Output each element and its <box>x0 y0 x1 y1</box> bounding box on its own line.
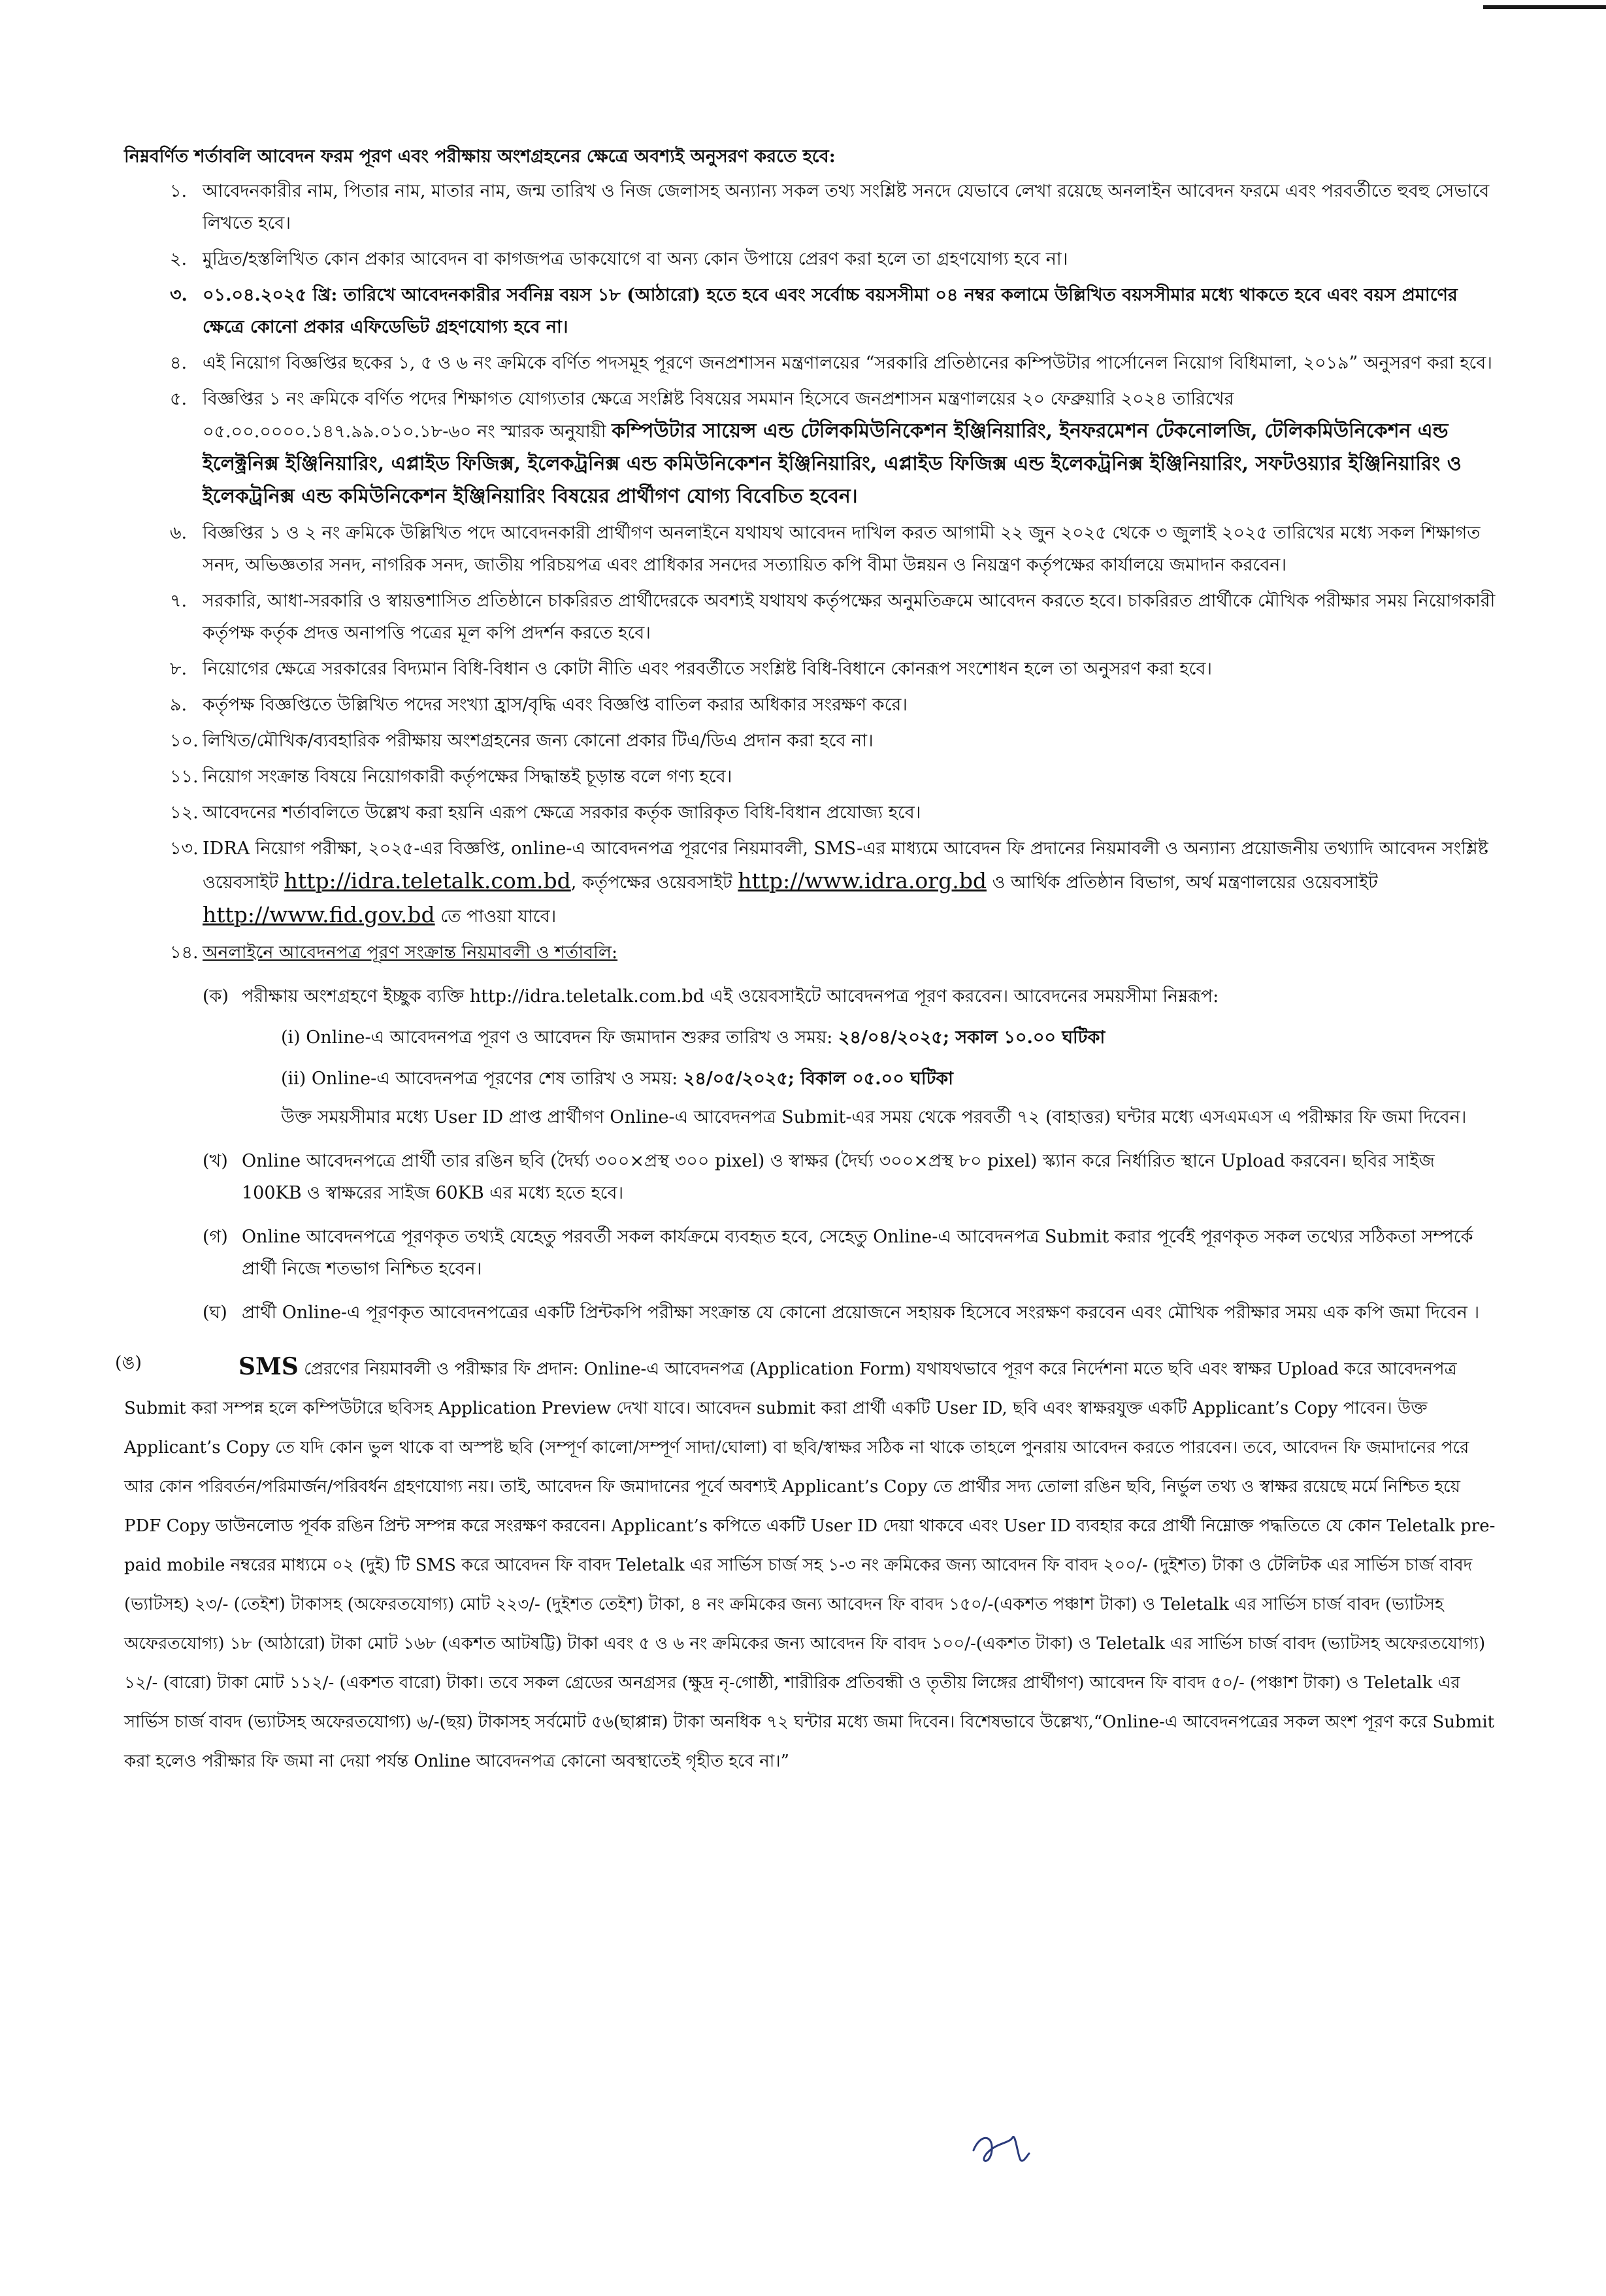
item-number: ১১. <box>170 767 199 787</box>
item-text: লিখিত/মৌখিক/ব্যবহারিক পরীক্ষায় অংশগ্রহনের জন্য কোনো প্রকার টিএ/ডিএ প্রদান করা হবে না। <box>203 731 874 751</box>
online-rules-section <box>203 980 1496 1329</box>
condition-item-14 <box>124 937 1496 969</box>
item-text-bold: কম্পিউটার সায়েন্স এন্ড টেলিকমিউনিকেশন ইঞ্জিনিয়ারিং, ইনফরমেশন টেকনোলজি, টেলিকমিউনিকেশন এন্ড ইলেক্ট্রনিক্স ইঞ্জিনিয়ারিং, এপ্লাইড ফিজিক্স, ইলেকট্রনিক্স এন্ড কমিউনিকেশন ইঞ্জিনিয়ারিং, এপ্লাইড ফিজিক্স এন্ড ইলেকট্রনিক্স ইঞ্জিনিয়ারিং, সফটওয়্যার ইঞ্জিনিয়ারিং ও ইলেকট্রনিক্স এন্ড কমিউনিকেশন ইঞ্জিনিয়ারিং বিষয়ের প্রার্থীগণ যোগ্য বিবেচিত হবেন। <box>203 420 1462 508</box>
rule-letter: (ক) <box>203 986 229 1007</box>
teletalk-link[interactable]: http://idra.teletalk.com.bd <box>284 868 571 893</box>
start-date-line <box>281 1022 1496 1054</box>
item-text: এই নিয়োগ বিজ্ঞপ্তির ছকের ১, ৫ ও ৬ নং ক্রমিকে বর্ণিত পদসমূহ পূরণে জনপ্রশাসন মন্ত্রণালয়ের “সরকারি প্রতিষ্ঠানের কম্পিউটার পার্সোনেল নিয়োগ বিধিমালা, ২০১৯” অনুসরণ করা হবে। <box>203 353 1492 373</box>
fid-link[interactable]: http://www.fid.gov.bd <box>203 902 435 927</box>
item-text: নিয়োগের ক্ষেত্রে সরকারের বিদ্যমান বিধি-বিধান ও কোটা নীতি এবং পরবর্তীতে সংশ্লিষ্ট বিধি-বিধানে কোনরূপ সংশোধন হলে তা অনুসরণ করা হবে। <box>203 659 1213 679</box>
item-text: , কর্তৃপক্ষের ওয়েবসাইট <box>570 873 738 893</box>
condition-item-2 <box>124 243 1496 275</box>
item-number: ১৪. <box>170 942 199 963</box>
condition-item-10 <box>124 725 1496 757</box>
end-date-line <box>281 1063 1496 1095</box>
top-edge-line <box>1483 5 1606 9</box>
document-page <box>115 141 1496 1781</box>
item-number: ১৩. <box>170 839 199 859</box>
rule-letter: (খ) <box>203 1151 228 1171</box>
condition-item-9 <box>124 689 1496 721</box>
fee-deadline-note: উক্ত সময়সীমার মধ্যে User ID প্রাপ্ত প্রার্থীগণ Online-এ আবেদনপত্র Submit-এর সময় থেকে পরবর্তী ৭২ (বাহাত্তর) ঘন্টার মধ্যে এসএমএস এ পরীক্ষার ফি জমা দিবেন। <box>281 1107 1467 1127</box>
rule-uo <box>115 1347 1496 1781</box>
item-text: মুদ্রিত/হস্তলিখিত কোন প্রকার আবেদন বা কাগজপত্র ডাকযোগে বা অন্য কোন উপায়ে প্রেরণ করা হলে তা গ্রহণযোগ্য হবে না। <box>203 249 1068 269</box>
condition-item-12 <box>124 797 1496 829</box>
item-number: ১২. <box>170 803 199 823</box>
sms-title: SMS <box>238 1353 299 1380</box>
item-text: IDRA নিয়োগ পরীক্ষা, ২০২৫-এর বিজ্ঞপ্তি, online-এ আবেদনপত্র পূরণের নিয়মাবলী, SMS-এর মাধ্যমে আবেদন ফি প্রদানের নিয়মাবলী ও অন্যান্য প্রয়োজনীয় তথ্যাদি আবেদন সংশ্লিষ্ট ওয়েবসাইট <box>203 839 1488 893</box>
rule-ka <box>203 980 1496 1133</box>
rule-letter: (ঙ) <box>115 1353 142 1373</box>
item-text: নিয়োগ সংক্রান্ত বিষয়ে নিয়োগকারী কর্তৃপক্ষের সিদ্ধান্তই চূড়ান্ত বলে গণ্য হবে। <box>203 767 732 787</box>
condition-item-4 <box>124 347 1496 379</box>
conditions-heading: নিম্নবর্ণিত শর্তাবলি আবেদন ফরম পূরণ এবং পরীক্ষায় অংশগ্রহনের ক্ষেত্রে অবশ্যই অনুসরণ করতে হবে: <box>124 146 836 167</box>
end-date-value: ২৪/০৫/২০২৫; বিকাল ০৫.০০ ঘটিকা <box>683 1069 954 1089</box>
rule-ga <box>203 1221 1496 1285</box>
rule-letter: (গ) <box>203 1227 228 1247</box>
rule-text: Online আবেদনপত্রে পূরণকৃত তথ্যই যেহেতু পরবর্তী সকল কার্যক্রমে ব্যবহৃত হবে, সেহেতু Online-এ আবেদনপত্র Submit করার পূর্বেই পূরণকৃত সকল তথ্যের সঠিকতা সম্পর্কে প্রার্থী নিজে শতভাগ নিশ্চিত হবেন। <box>242 1227 1473 1279</box>
rule-letter: (ঘ) <box>203 1303 227 1323</box>
condition-item-6 <box>124 517 1496 581</box>
condition-item-7 <box>124 585 1496 649</box>
item-number: ৪. <box>170 353 188 373</box>
item-text: কর্তৃপক্ষ বিজ্ঞপ্তিতে উল্লিখিত পদের সংখ্যা হ্রাস/বৃদ্ধি এবং বিজ্ঞপ্তি বাতিল করার অধিকার সংরক্ষণ করে। <box>203 695 908 715</box>
item-text: ০১.০৪.২০২৫ খ্রি: তারিখে আবেদনকারীর সর্বনিম্ন বয়স ১৮ (আঠারো) হতে হবে এবং সর্বোচ্চ বয়সসীমা ০৪ নম্বর কলামে উল্লিখিত বয়সসীমার মধ্যে থাকতে হবে এবং বয়স প্রমাণের ক্ষেত্রে কোনো প্রকার এফিডেভিট গ্রহণযোগ্য হবে না। <box>203 285 1458 337</box>
item-text: ও আর্থিক প্রতিষ্ঠান বিভাগ, অর্থ মন্ত্রণালয়ের ওয়েবসাইট <box>986 873 1378 893</box>
start-date-value: ২৪/০৪/২০২৫; সকাল ১০.০০ ঘটিকা <box>838 1027 1106 1048</box>
rule-text: প্রার্থী Online-এ পূরণকৃত আবেদনপত্রের একটি প্রিন্টকপি পরীক্ষা সংক্রান্ত যে কোনো প্রয়োজনে সহায়ক হিসেবে সংরক্ষণ করবেন এবং মৌখিক পরীক্ষার সময় এক কপি জমা দিবেন । <box>242 1303 1480 1323</box>
item-text: আবেদনের শর্তাবলিতে উল্লেখ করা হয়নি এরূপ ক্ষেত্রে সরকার কর্তৃক জারিকৃত বিধি-বিধান প্রযোজ্য হবে। <box>203 803 921 823</box>
item-number: ৭. <box>170 591 188 611</box>
sms-body: প্রেরণের নিয়মাবলী ও পরীক্ষার ফি প্রদান: Online-এ আবেদনপত্র (Application Form) যথাযথভাবে পূরণ করে নির্দেশনা মতে ছবি এবং স্বাক্ষর Upload করে আবেদনপত্র Submit করা সম্পন্ন হলে কম্পিউটারে ছবিসহ Application Preview দেখা যাবে। আবেদন submit করা প্রার্থী একটি User ID, ছবি এবং স্বাক্ষরযুক্ত একটি Applicant’s Copy পাবেন। উক্ত Applicant’s Copy তে যদি কোন ভুল থাকে বা অস্পষ্ট ছবি (সম্পূর্ণ কালো/সম্পূর্ণ সাদা/ঘোলা) বা ছবি/স্বাক্ষর সঠিক না থাকে তাহলে পুনরায় আবেদন করতে পারবেন। তবে, আবেদন ফি জমাদানের পরে আর কোন পরিবর্তন/পরিমার্জন/পরিবর্ধন গ্রহণযোগ্য নয়। তাই, আবেদন ফি জমাদানের পূর্বে অবশ্যই Applicant’s Copy তে প্রার্থীর সদ্য তোলা রঙিন ছবি, নির্ভুল তথ্য ও স্বাক্ষর রয়েছে মর্মে নিশ্চিত হয়ে PDF Copy ডাউনলোড পূর্বক রঙিন প্রিন্ট সম্পন্ন করে সংরক্ষণ করবেন। Applicant’s কপিতে একটি User ID দেয়া থাকবে এবং User ID ব্যবহার করে প্রার্থী নিম্নোক্ত পদ্ধতিতে যে কোন Teletalk pre-paid mobile নম্বরের মাধ্যমে ০২ (দুই) টি SMS করে আবেদন ফি বাবদ Teletalk এর সার্ভিস চার্জ সহ ১-৩ নং ক্রমিকের জন্য আবেদন ফি বাবদ ২০০/- (দুইশত) টাকা ও টেলিটক এর সার্ভিস চার্জ বাবদ (ভ্যাটসহ) ২৩/- (তেইশ) টাকাসহ (অফেরতযোগ্য) মোট ২২৩/- (দুইশত তেইশ) টাকা, ৪ নং ক্রমিকের জন্য আবেদন ফি বাবদ ১৫০/-(একশত পঞ্চাশ টাকা) ও Teletalk এর সার্ভিস চার্জ বাবদ (ভ্যাটসহ অফেরতযোগ্য) ১৮ (আঠারো) টাকা মোট ১৬৮ (একশত আটষট্টি) টাকা এবং ৫ ও ৬ নং ক্রমিকের জন্য আবেদন ফি বাবদ ১০০/-(একশত টাকা) ও Teletalk এর সার্ভিস চার্জ বাবদ (ভ্যাটসহ অফেরতযোগ্য) ১২/- (বারো) টাকা মোট ১১২/- (একশত বারো) টাকা। তবে সকল গ্রেডের অনগ্রসর (ক্ষুদ্র নৃ-গোষ্ঠী, শারীরিক প্রতিবন্ধী ও তৃতীয় লিঙ্গের প্রার্থীগণ) আবেদন ফি বাবদ ৫০/- (পঞ্চাশ টাকা) ও Teletalk এর সার্ভিস চার্জ বাবদ (ভ্যাটসহ অফেরতযোগ্য) ৬/-(ছয়) টাকাসহ সর্বমোট ৫৬(ছাপ্পান্ন) টাকা অনধিক ৭২ ঘন্টার মধ্যে জমা দিবেন। বিশেষভাবে উল্লেখ্য,“Online-এ আবেদনপত্রের সকল অংশ পূরণ করে Submit করা হলেও পরীক্ষার ফি জমা না দেয়া পর্যন্ত Online আবেদনপত্র কোনো অবস্থাতেই গৃহীত হবে না।” <box>124 1359 1496 1771</box>
rule-text: Online আবেদনপত্রে প্রার্থী তার রঙিন ছবি (দৈর্ঘ্য ৩০০×প্রস্থ ৩০০ pixel) ও স্বাক্ষর (দৈর্ঘ্য ৩০০×প্রস্থ ৮০ pixel) স্ক্যান করে নির্ধারিত স্থানে Upload করবেন। ছবির সাইজ 100KB ও স্বাক্ষরের সাইজ 60KB এর মধ্যে হতে হবে। <box>242 1151 1435 1203</box>
item-number: ১০. <box>170 731 199 751</box>
item-number: ৮. <box>170 659 188 679</box>
item-number: ৩. <box>170 285 188 305</box>
item-number: ২. <box>170 249 188 269</box>
end-date-label: (ii) Online-এ আবেদনপত্র পূরণের শেষ তারিখ ও সময়: <box>281 1069 683 1089</box>
item-number: ১. <box>170 181 188 201</box>
condition-item-5 <box>124 383 1496 513</box>
condition-item-3 <box>124 279 1496 343</box>
item-text: বিজ্ঞপ্তির ১ নং ক্রমিকে বর্ণিত পদের শিক্ষাগত যোগ্যতার ক্ষেত্রে সংশ্লিষ্ট বিষয়ের সমমান হিসেবে জনপ্রশাসন মন্ত্রণালয়ের ২০ ফেব্রুয়ারি ২০২৪ তারিখের ০৫.০০.০০০০.১৪৭.৯৯.০১০.১৮-৬০ নং স্মারক অনুযায়ী <box>203 389 1234 442</box>
item-number: ৬. <box>170 523 188 543</box>
item-text: বিজ্ঞপ্তির ১ ও ২ নং ক্রমিকে উল্লিখিত পদে আবেদনকারী প্রার্থীগণ অনলাইনে যথাযথ আবেদন দাখিল করত আগামী ২২ জুন ২০২৫ থেকে ৩ জুলাই ২০২৫ তারিখের মধ্যে সকল শিক্ষাগত সনদ, অভিজ্ঞতার সনদ, নাগরিক সনদ, জাতীয় পরিচয়পত্র এবং প্রাধিকার সনদের সত্যায়িত কপি বীমা উন্নয়ন ও নিয়ন্ত্রণ কর্তৃপক্ষের কার্যালয়ে জমাদান করবেন। <box>203 523 1481 575</box>
start-date-label: (i) Online-এ আবেদনপত্র পূরণ ও আবেদন ফি জমাদান শুরুর তারিখ ও সময়: <box>281 1027 838 1048</box>
item-number: ৯. <box>170 695 188 715</box>
item-text: তে পাওয়া যাবে। <box>434 907 557 927</box>
item-text: সরকারি, আধা-সরকারি ও স্বায়ত্তশাসিত প্রতিষ্ঠানে চাকরিরত প্রার্থীদেরকে অবশ্যই যথাযথ কর্তৃপক্ষের অনুমতিক্রমে আবেদন করতে হবে। চাকরিরত প্রার্থীকে মৌখিক পরীক্ষার সময় নিয়োগকারী কর্তৃপক্ষ কর্তৃক প্রদত্ত অনাপত্তি পত্রের মূল কপি প্রদর্শন করতে হবে। <box>203 591 1496 643</box>
condition-item-13 <box>124 833 1496 933</box>
condition-item-11 <box>124 761 1496 793</box>
idra-link[interactable]: http://www.idra.org.bd <box>738 868 987 893</box>
rule-text: পরীক্ষায় অংশগ্রহণে ইচ্ছুক ব্যক্তি http://idra.teletalk.com.bd এই ওয়েবসাইটে আবেদনপত্র পূরণ করবেন। আবেদনের সময়সীমা নিম্নরূপ: <box>242 986 1219 1007</box>
condition-item-1 <box>124 175 1496 239</box>
online-rules-heading: অনলাইনে আবেদনপত্র পূরণ সংক্রান্ত নিয়মাবলী ও শর্তাবলি: <box>203 942 618 963</box>
item-number: ৫. <box>170 389 188 409</box>
handwritten-initial <box>967 2124 1032 2176</box>
rule-gha <box>203 1297 1496 1329</box>
condition-item-8 <box>124 653 1496 685</box>
item-text: আবেদনকারীর নাম, পিতার নাম, মাতার নাম, জন্ম তারিখ ও নিজ জেলাসহ অন্যান্য সকল তথ্য সংশ্লিষ্ট সনদে যেভাবে লেখা রয়েছে অনলাইন আবেদন ফরমে এবং পরবর্তীতে হুবহু সেভাবে লিখতে হবে। <box>203 181 1490 233</box>
sms-rules-text <box>124 1347 1496 1781</box>
rule-kha <box>203 1145 1496 1209</box>
